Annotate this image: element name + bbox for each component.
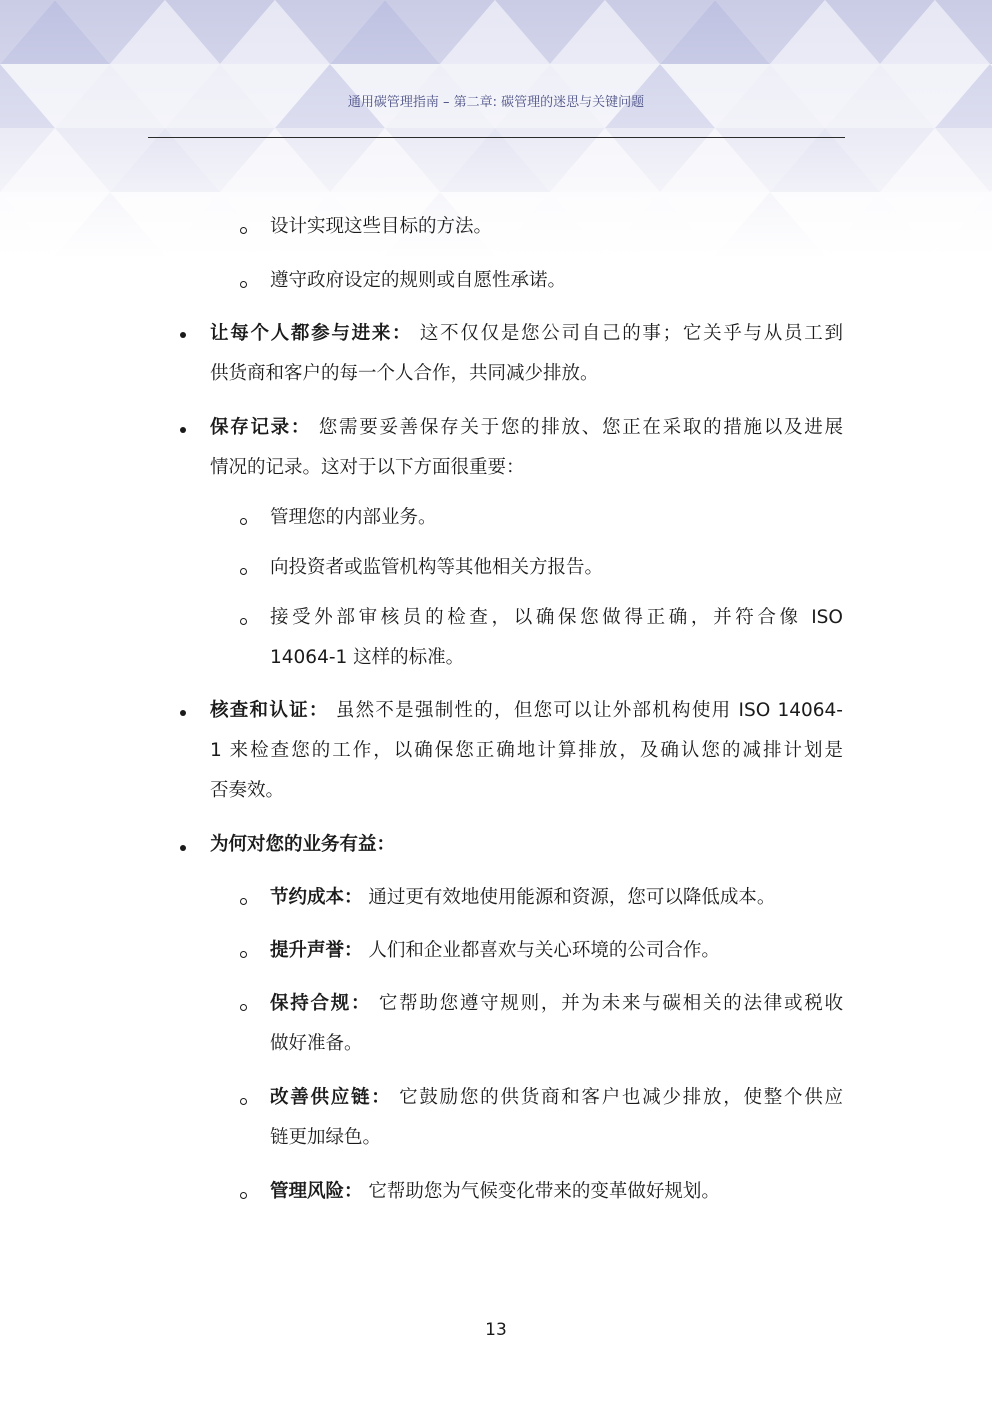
list-item-methods: 设计实现这些目标的方法。 bbox=[270, 216, 493, 237]
list-item-benefits bbox=[210, 825, 843, 865]
list-item-report: 向投资者或监管机构等其他相关方报告。 bbox=[270, 557, 604, 578]
bullet-marker bbox=[180, 845, 186, 851]
list-item-cost: 节约成本： 通过更有效地使用能源和资源，您可以降低成本。 bbox=[270, 887, 776, 908]
list-item-verify: 核查和认证： 虽然不是强制性的，但您可以让外部机构使用 ISO 14064- 1 来检查您的工作，以确保您正确地计算排放，及确认您的减排计划是 否奏效。 bbox=[210, 700, 843, 801]
header-divider bbox=[148, 137, 845, 138]
sub-bullet-marker bbox=[240, 518, 247, 525]
benefits-label: 为何对您的业务有益： bbox=[210, 834, 396, 855]
sub-bullet-marker bbox=[240, 227, 247, 234]
sub-bullet-marker bbox=[240, 281, 247, 288]
sub-bullet-marker bbox=[240, 618, 247, 625]
sub-bullet-marker bbox=[240, 568, 247, 575]
verify-label: 核查和认证： bbox=[210, 700, 329, 721]
sub-bullet-marker bbox=[240, 1098, 247, 1105]
list-item-supply-chain: 改善供应链： 它鼓励您的供货商和客户也减少排放，使整个供应 链更加绿色。 bbox=[270, 1087, 843, 1148]
page-header-title: 通用碳管理指南 – 第二章: 碳管理的迷思与关键问题 bbox=[347, 95, 645, 110]
bullet-marker bbox=[180, 427, 186, 433]
list-item-comply: 遵守政府设定的规则或自愿性承诺。 bbox=[270, 270, 567, 291]
records-label: 保存记录： bbox=[210, 417, 312, 438]
sub-bullet-marker bbox=[240, 951, 247, 958]
list-item-manage: 管理您的内部业务。 bbox=[270, 507, 437, 528]
list-item-reputation: 提升声誉： 人们和企业都喜欢与关心环境的公司合作。 bbox=[270, 940, 720, 961]
sub-bullet-marker bbox=[240, 1004, 247, 1011]
list-item-audit: 接受外部审核员的检查，以确保您做得正确，并符合像 ISO 14064-1 这样的标准。 bbox=[270, 607, 843, 668]
list-item-risk: 管理风险： 它帮助您为气候变化带来的变革做好规划。 bbox=[270, 1181, 720, 1202]
bullet-marker bbox=[180, 332, 186, 338]
sub-bullet-marker bbox=[240, 898, 247, 905]
list-item-involve: 让每个人都参与进来： 这不仅仅是您公司自己的事；它关乎与从员工到 供货商和客户的每一个人合作，共同减少排放。 bbox=[210, 323, 843, 384]
list-item-compliance: 保持合规： 它帮助您遵守规则，并为未来与碳相关的法律或税收 做好准备。 bbox=[270, 993, 843, 1054]
list-item-records: 保存记录： 您需要妥善保存关于您的排放、您正在采取的措施以及进展 情况的记录。这对于以下方面很重要： bbox=[210, 417, 843, 478]
bullet-marker bbox=[180, 710, 186, 716]
page-number: 13 bbox=[485, 1320, 507, 1340]
sub-bullet-marker bbox=[240, 1192, 247, 1199]
involve-label: 让每个人都参与进来： bbox=[210, 323, 413, 344]
